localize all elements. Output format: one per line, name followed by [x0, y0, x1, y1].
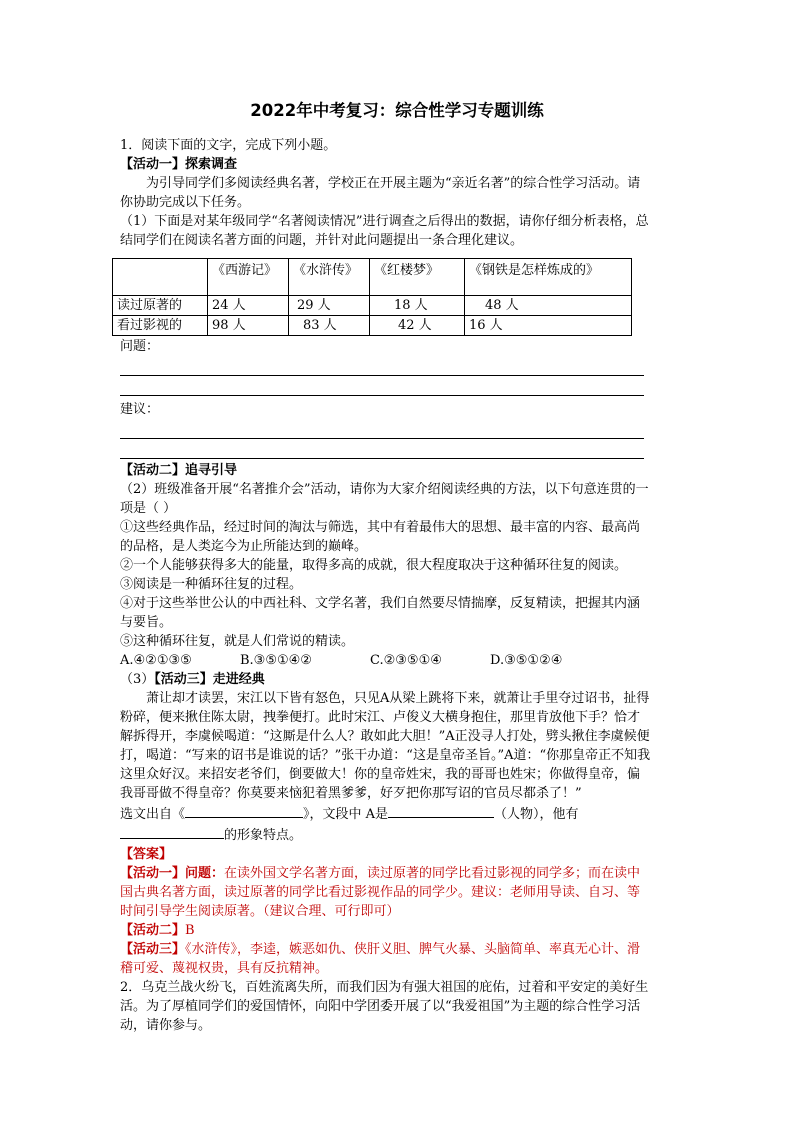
blank-character[interactable]	[388, 803, 494, 818]
option-3: ③阅读是一种循环往复的过程。	[120, 577, 303, 592]
table-cell: 看过影视的	[113, 316, 208, 336]
answer-problem-label: 问题：	[185, 866, 225, 881]
sub-question-3	[120, 670, 652, 689]
survey-table	[112, 258, 632, 336]
fill-text-b: 》，文段中 A是	[303, 807, 389, 822]
answer-line[interactable]	[120, 376, 644, 396]
table-cell: 83 人	[289, 316, 370, 336]
question-2: 2．乌克兰战火纷飞，百姓流离失所，而我们因为有强大祖国的庇佑，过着和平安定的美好生活。为了厚植同学们的爱国情怀，向阳中学团委开展了以“我爱祖国”为主题的综合性学习活动，请你参与。	[120, 980, 649, 1033]
q1-intro: 1．阅读下面的文字，完成下列小题。	[120, 138, 337, 153]
table-header-row	[113, 259, 632, 296]
table-header-cell: 《钢铁是怎样炼成的》	[465, 259, 632, 296]
blank-book[interactable]	[185, 803, 303, 818]
answer-line[interactable]	[120, 419, 644, 439]
choice-c[interactable]: C.②③⑤①④	[370, 653, 442, 668]
blank-traits[interactable]	[120, 824, 224, 839]
fill-blank-line	[120, 803, 652, 824]
option-2: ②一个人能够获得多大的能量，取得多高的成就，很大程度取决于这种循环往复的阅读。	[120, 558, 628, 573]
activity1-heading: 【活动一】探索调查	[120, 157, 238, 172]
table-cell: 42 人	[370, 316, 465, 336]
passage: 萧让却才读罢，宋江以下皆有怒色，只见A从梁上跳将下来，就萧让手里夺过诏书，扯得粉碎，便来揪住陈太尉，拽拳便打。此时宋江、卢俊义大横身抱住，那里肯放他下手？恰才解拆得开，李虞候喝道：“这厮是什么人？敢如此大胆！”A正没寻人打处，劈头揪住李虞候便打，喝道：“写来的诏书是谁说的话？”张干办道：“这是皇帝圣旨。”A道：“你那皇帝正不知我这里众好汉。来招安老爷们，倒要做大！你的皇帝姓宋，我的哥哥也姓宋；你做得皇帝，偏我哥哥做不得皇帝？你莫要来恼犯着黑爹爹，好歹把你那写诏的官员尽都杀了！”	[120, 691, 651, 801]
answer-activity1	[120, 864, 652, 921]
answer-activity2	[120, 921, 652, 940]
sub-question-1: （1）下面是对某年级同学“名著阅读情况”进行调查之后得出的数据，请你仔细分析表格，总结同学们在阅读名著方面的问题，并针对此问题提出一条合理化建议。	[120, 214, 649, 248]
answer-activity2-text: B	[185, 923, 195, 938]
fill-text-a: 选文出自《	[120, 807, 186, 822]
table-cell: 18 人	[370, 296, 465, 316]
sub-question-2: （2）班级准备开展“名著推介会”活动，请你为大家介绍阅读经典的方法，以下句意连贯的一项是（ ）	[120, 482, 649, 516]
table-cell: 16 人	[465, 316, 632, 336]
problem-label: 问题：	[120, 339, 160, 354]
table-row	[113, 316, 632, 336]
fill-text-d: 的形象特点。	[224, 828, 303, 843]
table-header-cell: 《水浒传》	[289, 259, 370, 296]
sub3-prefix: （3）	[120, 672, 155, 687]
document-body	[117, 136, 652, 1035]
document-title: 2022年中考复习：综合性学习专题训练	[250, 101, 544, 120]
table-cell: 29 人	[289, 296, 370, 316]
table-header-cell: 《红楼梦》	[370, 259, 465, 296]
table-cell: 98 人	[208, 316, 289, 336]
table-header-cell	[113, 259, 208, 296]
fill-blank-line-2	[120, 824, 652, 845]
table-cell: 读过原著的	[113, 296, 208, 316]
choice-d[interactable]: D.③⑤①②④	[490, 653, 563, 668]
option-4: ④对于这些举世公认的中西社科、文学名著，我们自然要尽情揣摩，反复精读，把握其内涵与要旨。	[120, 596, 641, 630]
answer-activity3-label: 【活动三】	[120, 942, 186, 957]
answer-line[interactable]	[120, 356, 644, 376]
choice-row	[120, 651, 652, 670]
answer-activity1-label: 【活动一】	[120, 866, 186, 881]
table-cell: 48 人	[465, 296, 632, 316]
suggestion-label: 建议：	[120, 402, 160, 417]
answer-activity2-label: 【活动二】	[120, 923, 186, 938]
choice-b[interactable]: B.③⑤①④②	[240, 653, 312, 668]
answer-activity3	[120, 940, 652, 978]
table-row	[113, 296, 632, 316]
activity3-heading: 【活动三】走进经典	[154, 672, 265, 687]
answer-activity3-text: 《水浒传》，李逵，嫉恶如仇、侠肝义胆、脾气火暴、头脑简单、率真无心计、滑稽可爱、蔑视权贵，具有反抗精神。	[120, 942, 641, 976]
choice-a[interactable]: A.④②①③⑤	[120, 653, 192, 668]
answer-label: 【答案】	[120, 847, 173, 862]
activity2-heading: 【活动二】追寻引导	[120, 463, 238, 478]
option-5: ⑤这种循环往复，就是人们常说的精读。	[120, 634, 355, 649]
table-header-cell: 《西游记》	[208, 259, 289, 296]
answer-line[interactable]	[120, 439, 644, 459]
answer-activity1-text: 在读外国文学名著方面，读过原著的同学比看过影视的同学多；而在读中国古典名著方面，读过原著的同学比看过影视作品的同学少。建议：老师用导读、自习、等时间引导学生阅读原著。（建议合理、可行即可）	[120, 866, 641, 919]
option-1: ①这些经典作品，经过时间的淘汰与筛选，其中有着最伟大的思想、最丰富的内容、最高尚的品格，是人类迄今为止所能达到的巅峰。	[120, 520, 641, 554]
fill-text-c: （人物），他有	[494, 807, 579, 822]
table-cell: 24 人	[208, 296, 289, 316]
activity1-text: 为引导同学们多阅读经典名著，学校正在开展主题为“亲近名著”的综合性学习活动。请你协助完成以下任务。	[120, 176, 641, 210]
